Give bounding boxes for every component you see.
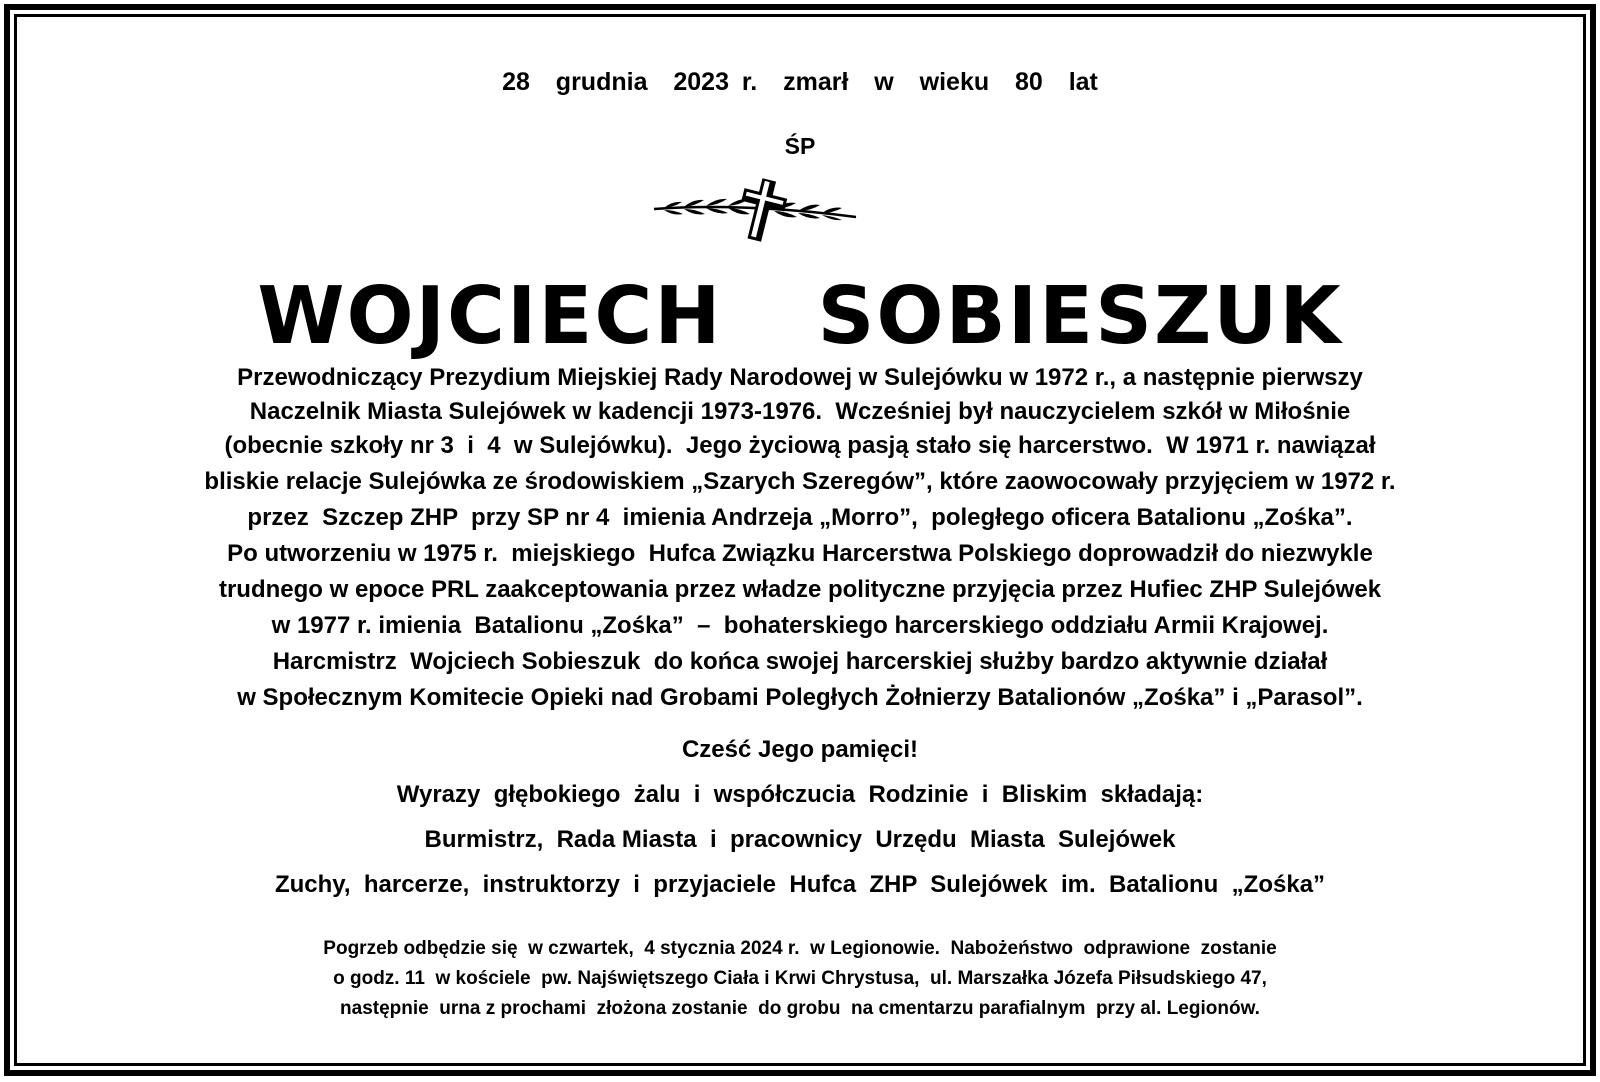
- signatory-line: Zuchy, harcerze, instruktorzy i przyjaciele Hufca ZHP Sulejówek im. Batalionu „Zośka”: [274, 871, 1326, 898]
- bio-line: (obecnie szkoły nr 3 i 4 w Sulejówku). Jego życiową pasją stało się harcerstwo. W 1971 r. nawiązał: [224, 432, 1376, 459]
- funeral-info-line: Pogrzeb odbędzie się w czwartek, 4 stycznia 2024 r. w Legionowie. Nabożeństwo odprawione zostanie: [323, 938, 1277, 959]
- bio-line: bliskie relacje Sulejówka ze środowiskiem „Szarych Szeregów”, które zaowocowały przyjęciem w 1972 r.: [204, 468, 1396, 495]
- bio-line: trudnego w epoce PRL zaakceptowania przez władze polityczne przyjęcia przez Hufiec ZHP Sulejówek: [218, 576, 1382, 603]
- death-date-line: 28 grudnia 2023 r. zmarł w wieku 80 lat: [502, 68, 1098, 96]
- homage-line: Cześć Jego pamięci!: [681, 736, 919, 763]
- bio-line: w Społecznym Komitecie Opieki nad Grobami Poległych Żołnierzy Batalionów „Zośka” i „Parasol”.: [237, 684, 1363, 711]
- condolence-line: Wyrazy głębokiego żalu i współczucia Rodzinie i Bliskim składają:: [396, 781, 1204, 808]
- bio-line: w 1977 r. imienia Batalionu „Zośka” – bohaterskiego harcerskiego oddziału Armii Krajowej.: [271, 612, 1329, 639]
- funeral-info-line: o godz. 11 w kościele pw. Najświętszego Ciała i Krwi Chrystusa, ul. Marszałka Józefa Piłsudskiego 47,: [333, 968, 1267, 989]
- bio-line: przez Szczep ZHP przy SP nr 4 imienia Andrzeja „Morro”, poległego oficera Batalionu „Zośka”.: [247, 504, 1353, 531]
- sp-prefix: ŚP: [784, 133, 816, 159]
- deceased-name: WOJCIECH SOBIESZUK: [257, 270, 1343, 362]
- cross-with-palm-branch-icon: [650, 175, 870, 247]
- signatory-line: Burmistrz, Rada Miasta i pracownicy Urzędu Miasta Sulejówek: [424, 826, 1176, 853]
- bio-line: Naczelnik Miasta Sulejówek w kadencji 1973-1976. Wcześniej był nauczycielem szkół w Miłośnie: [249, 398, 1351, 425]
- bio-line: Przewodniczący Prezydium Miejskiej Rady Narodowej w Sulejówku w 1972 r., a następnie pierwszy: [237, 364, 1363, 391]
- bio-line: Harcmistrz Wojciech Sobieszuk do końca swojej harcerskiej służby bardzo aktywnie działał: [272, 648, 1328, 675]
- funeral-info-line: następnie urna z prochami złożona zostanie do grobu na cmentarzu parafialnym przy al. Legionów.: [340, 998, 1260, 1019]
- bio-line: Po utworzeniu w 1975 r. miejskiego Hufca Związku Harcerstwa Polskiego doprowadził do niezwykle: [227, 540, 1373, 567]
